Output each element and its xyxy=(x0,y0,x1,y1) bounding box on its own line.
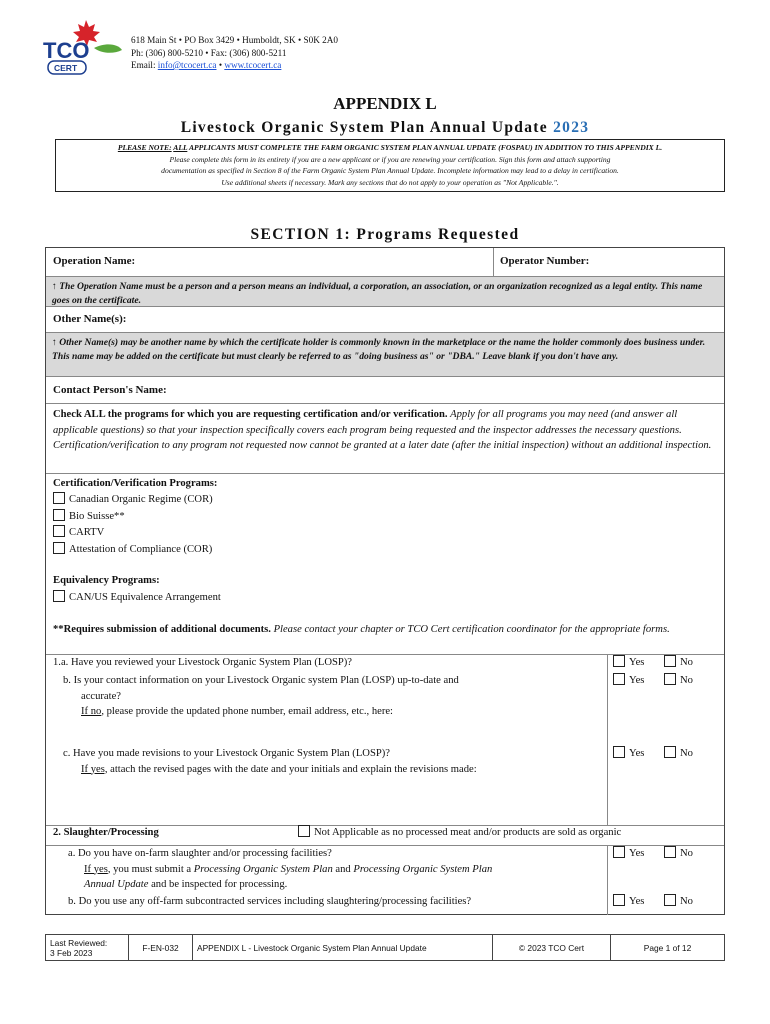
cert-programs-heading: Certification/Verification Programs: xyxy=(53,478,218,489)
q1b-text: b. Is your contact information on your Livestock Organic system Plan (LOSP) up-to-date and accurate? If no, please provide the updated phone number, email address, etc., here: xyxy=(63,675,459,717)
footer-page-number: Page 1 of 12 xyxy=(643,942,692,953)
q1c-yes[interactable]: Yes xyxy=(613,746,644,759)
footer-copyright: © 2023 TCO Cert xyxy=(493,935,611,960)
q2a-yes[interactable]: Yes xyxy=(613,846,644,859)
other-names-hint: ↑ Other Name(s) may be another name by which the certificate holder is commonly known in the marketplace or the name the holder commonly does business under. This name may be added on the certificate but must clearly be referred to as "doing business as" or "DBA." Leave blank if you don't have any. xyxy=(46,333,724,377)
q1c-text: c. Have you made revisions to your Livestock Organic System Plan (LOSP)? If yes, attach the revised pages with the date and your initials and explain the revisions made: xyxy=(63,748,477,775)
q1c-no[interactable]: No xyxy=(664,746,693,759)
q2-heading: 2. Slaughter/Processing xyxy=(53,827,159,838)
q1a-yes[interactable]: Yes xyxy=(613,655,644,668)
website-link[interactable]: www.tcocert.ca xyxy=(224,60,282,70)
checkbox[interactable] xyxy=(53,492,65,504)
footer-doc-title: APPENDIX L - Livestock Organic System Plan Annual Update xyxy=(193,935,493,960)
q2-not-applicable[interactable]: Not Applicable as no processed meat and/or products are sold as organic xyxy=(298,825,621,841)
contact-person-label[interactable]: Contact Person's Name: xyxy=(46,377,724,404)
email-link[interactable]: info@tcocert.ca xyxy=(157,60,217,70)
q2b-yes[interactable]: Yes xyxy=(613,894,644,907)
program-cartv[interactable]: CARTV xyxy=(53,525,213,542)
section-1-form xyxy=(45,247,725,915)
equiv-programs-heading: Equivalency Programs: xyxy=(53,575,160,586)
appendix-title: APPENDIX L xyxy=(333,94,437,113)
cert-programs-list xyxy=(53,492,213,558)
program-bio-suisse[interactable]: Bio Suisse** xyxy=(53,509,213,526)
address-line: 618 Main St • PO Box 3429 • Humboldt, SK • S0K 2A0 xyxy=(131,35,338,45)
q1a-text: 1.a. Have you reviewed your Livestock Organic System Plan (LOSP)? xyxy=(53,657,353,668)
q1a-no[interactable]: No xyxy=(664,655,693,668)
checkbox[interactable] xyxy=(53,542,65,554)
page-footer xyxy=(45,934,725,961)
tco-cert-logo xyxy=(40,18,124,76)
additional-docs-note: **Requires submission of additional documents. Please contact your chapter or TCO Cert certification coordinator for the appropriate forms. xyxy=(53,624,670,635)
program-cor[interactable]: Canadian Organic Regime (COR) xyxy=(53,492,213,509)
svg-text:TCO: TCO xyxy=(43,38,90,63)
email-line: Email: info@tcocert.ca • www.tcocert.ca xyxy=(131,60,282,70)
contact-address-block xyxy=(131,34,338,72)
form-year: 2023 xyxy=(553,119,590,136)
q2b-no[interactable]: No xyxy=(664,894,693,907)
checkbox[interactable] xyxy=(53,590,65,602)
svg-text:CERT: CERT xyxy=(54,63,78,73)
program-attestation[interactable]: Attestation of Compliance (COR) xyxy=(53,542,213,559)
q2a-text: a. Do you have on-farm slaughter and/or processing facilities? If yes, you must submit a Processing Organic System Plan and Processing Organic System Plan Annual Update and be inspected for processing. xyxy=(68,848,493,890)
q1b-yes[interactable]: Yes xyxy=(613,673,644,686)
checkbox[interactable] xyxy=(53,509,65,521)
other-names-label[interactable]: Other Name(s): xyxy=(46,307,724,333)
footer-last-reviewed: Last Reviewed: 3 Feb 2023 xyxy=(46,935,129,960)
operator-number-label: Operator Number: xyxy=(500,255,590,267)
please-note-box: PLEASE NOTE: ALL APPLICANTS MUST COMPLETE THE FARM ORGANIC SYSTEM PLAN ANNUAL UPDATE (FOSPAU) IN ADDITION TO THIS APPENDIX L. Please complete this form in its entirety if you are a new applicant or if you are renewing your certification. Sign this form and attach supporting documentation as specified in Section 8 of the Farm Organic System Plan Annual Update. Incomplete information may lead to a delay in certification. Use additional sheets if necessary. Mark any sections that do not apply to your operation as "Not Applicable.". xyxy=(55,139,725,192)
q1b-no[interactable]: No xyxy=(664,673,693,686)
checkbox[interactable] xyxy=(53,525,65,537)
phone-line: Ph: (306) 800-5210 • Fax: (306) 800-5211 xyxy=(131,47,287,58)
program-can-us[interactable]: CAN/US Equivalence Arrangement xyxy=(53,590,221,606)
operation-name-label: Operation Name: xyxy=(53,255,136,267)
footer-form-code: F-EN-032 xyxy=(129,935,193,960)
section-1-heading: SECTION 1: Programs Requested xyxy=(250,226,520,243)
checkbox[interactable] xyxy=(298,825,310,837)
q2b-text: b. Do you use any off-farm subcontracted services including slaughtering/processing facilities? xyxy=(68,896,472,907)
q2a-no[interactable]: No xyxy=(664,846,693,859)
check-all-programs-instructions: Check ALL the programs for which you are requesting certification and/or verification. Apply for all programs you may need (and answer all applicable questions) so that your inspection specifically covers each program being requested and the inspector addresses the necessary questions. Certification/verification to any program not requested now cannot be granted at a later date (after the initial inspection) without an additional inspection. xyxy=(46,404,724,474)
operation-name-row xyxy=(46,248,724,277)
operation-name-hint: ↑ The Operation Name must be a person and a person means an individual, a corporation, an association, or an organization recognized as a legal entity. This name goes on the certificate. xyxy=(46,277,724,307)
form-subtitle: Livestock Organic System Plan Annual Update 2023 xyxy=(180,119,590,136)
